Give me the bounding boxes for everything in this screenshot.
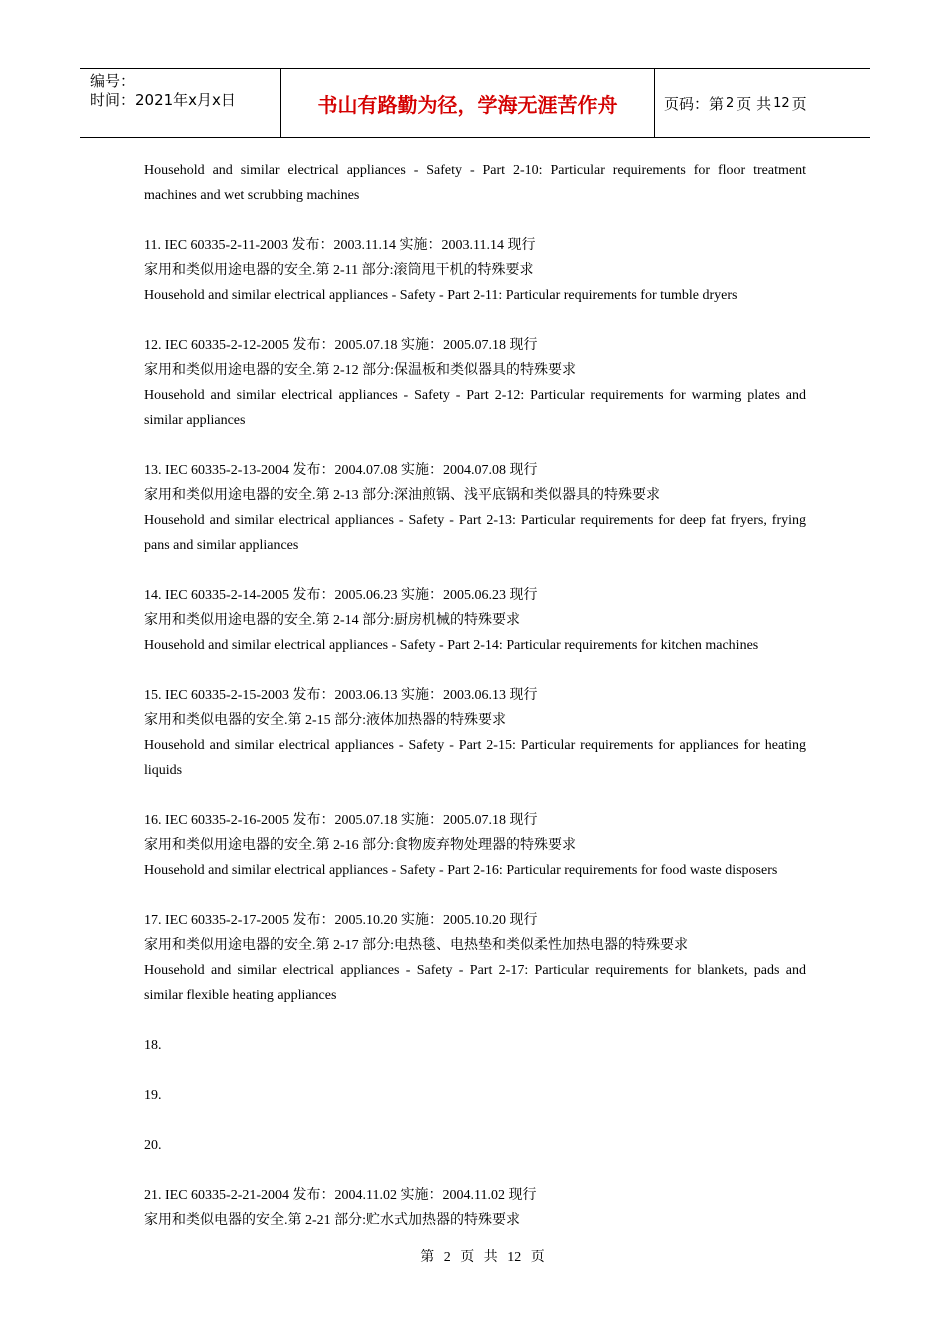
empty-list-item: 20. <box>144 1138 162 1153</box>
standard-title-en: similar flexible heating appliances <box>144 988 337 1003</box>
standard-title-zh: 家用和类似用途电器的安全.第 2-11 部分:滚筒甩干机的特殊要求 <box>144 263 534 278</box>
document-number-label: 编号： <box>90 72 136 90</box>
footer-page-number: 2 <box>443 1250 451 1265</box>
standard-heading: 15. IEC 60335-2-15-2003 发布：2003.06.13 实施：2003.06.13 现行 <box>144 688 538 703</box>
standard-title-en: Household and similar electrical appliances - Safety - Part 2-11: Particular requirements for tumble dryers <box>144 288 738 303</box>
footer-word: 第 <box>420 1250 435 1265</box>
page-mid: 页 共 <box>736 94 772 113</box>
standard-title-zh: 家用和类似电器的安全.第 2-15 部分:液体加热器的特殊要求 <box>144 713 507 728</box>
document-body <box>144 158 806 1233</box>
standard-title-zh: 家用和类似用途电器的安全.第 2-17 部分:电热毯、电热垫和类似柔性加热电器的特殊要求 <box>144 938 689 953</box>
footer-word: 页 <box>530 1250 545 1265</box>
standard-heading: 21. IEC 60335-2-21-2004 发布：2004.11.02 实施：2004.11.02 现行 <box>144 1188 537 1203</box>
standard-title-en: Household and similar electrical appliances - Safety - Part 2-15: Particular requirements for appliances for heating <box>144 738 806 753</box>
standard-heading: 14. IEC 60335-2-14-2005 发布：2005.06.23 实施：2005.06.23 现行 <box>144 588 538 603</box>
document-date: 时间：2021年x月x日 <box>90 91 236 109</box>
page-total: 12 <box>773 95 790 111</box>
header-page-indicator <box>655 69 870 137</box>
empty-list-item: 19. <box>144 1088 162 1103</box>
footer-page-total: 12 <box>507 1250 522 1265</box>
standard-heading: 16. IEC 60335-2-16-2005 发布：2005.07.18 实施：2005.07.18 现行 <box>144 813 538 828</box>
standard-title-en: Household and similar electrical appliances - Safety - Part 2-16: Particular requirements for food waste disposers <box>144 863 778 878</box>
standard-title-zh: 家用和类似用途电器的安全.第 2-16 部分:食物废弃物处理器的特殊要求 <box>144 838 577 853</box>
footer-word: 共 <box>483 1250 498 1265</box>
standard-title-en: Household and similar electrical appliances - Safety - Part 2-17: Particular requirements for blankets, pads and <box>144 963 806 978</box>
standard-title-en: similar appliances <box>144 413 246 428</box>
standard-title-en: Household and similar electrical appliances - Safety - Part 2-12: Particular requirements for warming plates and <box>144 388 806 403</box>
standard-heading: 13. IEC 60335-2-13-2004 发布：2004.07.08 实施：2004.07.08 现行 <box>144 463 538 478</box>
page-footer <box>0 1246 950 1266</box>
standard-title-en: Household and similar electrical appliances - Safety - Part 2-13: Particular requirements for deep fat fryers, frying <box>144 513 806 528</box>
page-header <box>80 68 870 138</box>
header-left-cell <box>80 69 281 137</box>
standard-title-zh: 家用和类似用途电器的安全.第 2-13 部分:深油煎锅、浅平底锅和类似器具的特殊要求 <box>144 488 661 503</box>
footer-word: 页 <box>460 1250 475 1265</box>
standard-title-en: pans and similar appliances <box>144 538 299 553</box>
page-suffix: 页 <box>791 94 807 113</box>
body-line: Household and similar electrical appliances - Safety - Part 2-10: Particular requirements for floor treatment <box>144 163 806 178</box>
standard-heading: 11. IEC 60335-2-11-2003 发布：2003.11.14 实施：2003.11.14 现行 <box>144 238 536 253</box>
standard-title-en: liquids <box>144 763 183 778</box>
standard-title-zh: 家用和类似用途电器的安全.第 2-14 部分:厨房机械的特殊要求 <box>144 613 521 628</box>
standard-heading: 12. IEC 60335-2-12-2005 发布：2005.07.18 实施：2005.07.18 现行 <box>144 338 538 353</box>
body-line: machines and wet scrubbing machines <box>144 188 360 203</box>
page-number: 2 <box>726 95 735 111</box>
standard-title-en: Household and similar electrical appliances - Safety - Part 2-14: Particular requirements for kitchen machines <box>144 638 759 653</box>
empty-list-item: 18. <box>144 1038 162 1053</box>
standard-heading: 17. IEC 60335-2-17-2005 发布：2005.10.20 实施：2005.10.20 现行 <box>144 913 538 928</box>
page-prefix: 页码：第 <box>664 94 725 113</box>
standard-title-zh: 家用和类似用途电器的安全.第 2-12 部分:保温板和类似器具的特殊要求 <box>144 363 577 378</box>
header-motto: 书山有路勤为径，学海无涯苦作舟 <box>281 69 655 137</box>
standard-title-zh: 家用和类似电器的安全.第 2-21 部分:贮水式加热器的特殊要求 <box>144 1213 521 1228</box>
